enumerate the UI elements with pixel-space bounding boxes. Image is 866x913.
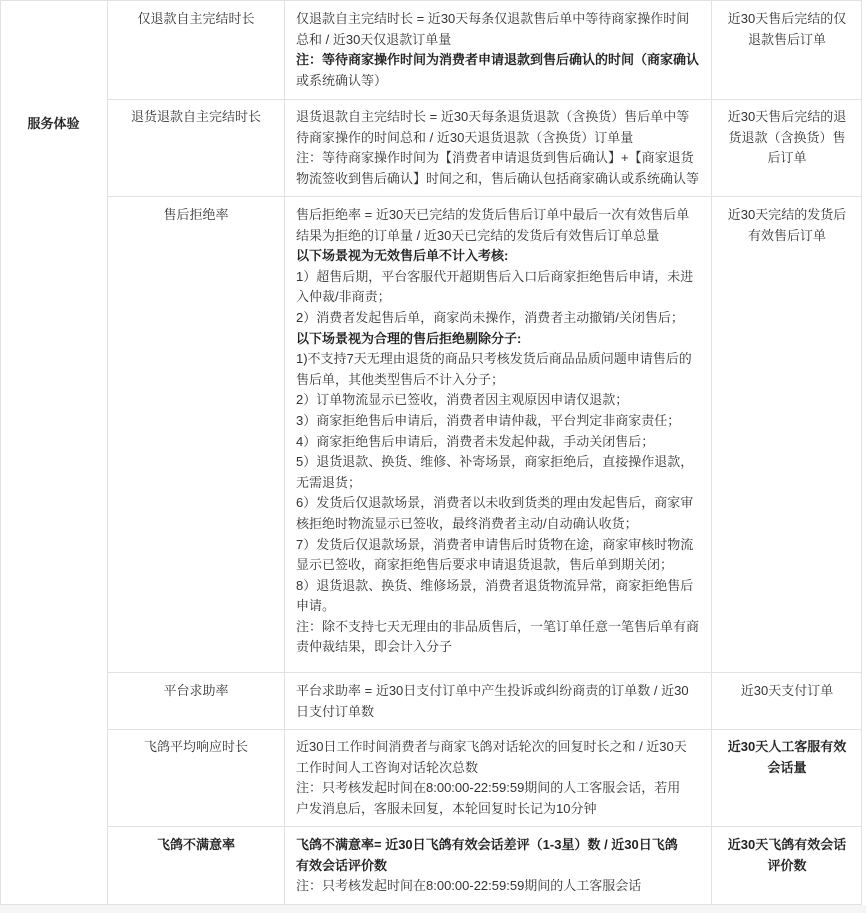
table-divider — [107, 196, 862, 197]
metric-name: 退货退款自主完结时长 — [130, 109, 261, 124]
metric-scope — [712, 9, 862, 50]
definition-line: 结果为拒绝的订单量 / 近30天已完结的发货后有效售后订单总量 — [296, 227, 660, 243]
definition-line: 7）发货后仅退款场景，消费者申请售后时货物在途，商家审核时物流 — [296, 536, 694, 552]
definition-line: 日支付订单数 — [296, 703, 375, 719]
definition-line: 注：只考核发起时间在8:00:00-22:59:59期间的人工客服会话 — [296, 878, 642, 894]
metric-definition — [296, 205, 708, 658]
scope-line: 会话量 — [767, 759, 807, 775]
definition-line: 1）超售后期，平台客服代开超期售后入口后商家拒绝售后申请，未进 — [296, 268, 694, 284]
definition-line: 3）商家拒绝售后申请后，消费者申请仲裁，平台判定非商家责任； — [296, 412, 681, 428]
definition-heading: 以下场景视为合理的售后拒绝剔除分子: — [296, 330, 522, 346]
table-divider — [107, 99, 862, 100]
definition-line: 6）发货后仅退款场景，消费者以未收到货类的理由发起售后，商家审 — [296, 495, 694, 511]
definition-line: 8）退货退款、换货、维修场景，消费者退货物流异常，商家拒绝售后 — [296, 577, 694, 593]
definition-line: 售后单，其他类型售后不计入分子； — [296, 371, 505, 387]
definition-line: 4）商家拒绝售后申请后，消费者未发起仲裁，手动关闭售后； — [296, 433, 655, 449]
category-cell: 服务体验 — [27, 116, 80, 131]
table-divider — [107, 826, 862, 827]
definition-line: 待商家操作的时间总和 / 近30天退货退款（含换货）订单量 — [296, 129, 634, 145]
definition-line: 仅退款自主完结时长 = 近30天每条仅退款售后单中等待商家操作时间 — [296, 11, 690, 26]
table-divider — [107, 729, 862, 730]
scope-line: 近30天飞鸽有效会话 — [727, 837, 847, 852]
definition-line: 飞鸽不满意率= 近30日飞鸽有效会话差评（1-3星）数 / 近30日飞鸽 — [296, 837, 678, 852]
metric-definition — [296, 9, 708, 91]
page-bottom-strip — [0, 905, 866, 913]
scope-line: 退款售后订单 — [747, 31, 826, 47]
scope-line: 有效售后订单 — [747, 227, 826, 243]
definition-line: 2）订单物流显示已签收，消费者因主观原因申请仅退款； — [296, 392, 629, 408]
metric-scope — [712, 205, 862, 246]
metric-scope — [712, 835, 862, 876]
metric-name: 仅退款自主完结时长 — [137, 11, 255, 26]
definition-line: 责仲裁结果，即会计入分子 — [296, 639, 453, 655]
scope-line: 近30天人工客服有效 — [727, 739, 847, 754]
metric-definition — [296, 107, 708, 189]
metric-name: 飞鸽不满意率 — [156, 837, 235, 852]
definition-line: 核拒绝时物流显示已签收，最终消费者主动/自动确认收货； — [296, 515, 638, 531]
definition-line: 近30日工作时间消费者与商家飞鸽对话轮次的回复时长之和 / 近30天 — [296, 739, 687, 754]
metric-scope — [712, 107, 862, 169]
definition-line: 无需退货； — [296, 474, 362, 490]
definition-line: 显示已签收，商家拒绝售后要求申请退货退款，售后单到期关闭； — [296, 557, 674, 573]
metric-scope — [712, 737, 862, 778]
definition-line: 入仲裁/非商责； — [296, 289, 391, 305]
scope-line: 近30天支付订单 — [740, 683, 834, 698]
metric-name: 平台求助率 — [163, 683, 229, 698]
definition-line: 1)不支持7天无理由退货的商品只考核发货后商品品质问题申请售后的 — [296, 351, 692, 367]
metric-name: 售后拒绝率 — [163, 207, 229, 222]
definition-line: 2）消费者发起售后单，商家尚未操作，消费者主动撤销/关闭售后； — [296, 309, 684, 325]
definition-line: 总和 / 近30天仅退款订单量 — [296, 31, 452, 47]
table-divider — [284, 0, 285, 905]
definition-line: 户发消息后，客服未回复，本轮回复时长记为10分钟 — [296, 800, 597, 816]
definition-line: 工作时间人工咨询对话轮次总数 — [296, 759, 479, 775]
metric-name: 飞鸽平均响应时长 — [143, 739, 248, 754]
scope-line: 近30天完结的发货后 — [727, 207, 847, 222]
scope-line: 近30天售后完结的退 — [727, 109, 847, 124]
table-divider — [107, 0, 108, 905]
definition-line: 有效会话评价数 — [296, 857, 388, 873]
scope-line: 后订单 — [767, 150, 807, 166]
definition-heading: 以下场景视为无效售后单不计入考核: — [296, 248, 509, 264]
definition-note: 注：等待商家操作时间为消费者申请退款到售后确认的时间（商家确认 — [296, 52, 700, 68]
metric-definition — [296, 681, 708, 722]
metric-scope — [712, 681, 862, 702]
definition-line: 注：只考核发起时间在8:00:00-22:59:59期间的人工客服会话，若用 — [296, 780, 681, 796]
scope-line: 近30天售后完结的仅 — [727, 11, 847, 26]
metric-definition — [296, 737, 708, 819]
definition-line: 或系统确认等） — [296, 72, 388, 88]
definition-line: 5）退货退款、换货、维修、补寄场景，商家拒绝后，直接操作退款， — [296, 454, 694, 470]
definition-line: 注：除不支持七天无理由的非品质售后，一笔订单任意一笔售后单有商 — [296, 618, 700, 634]
scope-line: 货退款（含换货）售 — [728, 129, 846, 145]
metric-definition — [296, 835, 708, 897]
definition-line: 注：等待商家操作时间为【消费者申请退货到售后确认】+【商家退货 — [296, 150, 694, 166]
scope-line: 评价数 — [767, 857, 807, 873]
definition-line: 售后拒绝率 = 近30天已完结的发货后售后订单中最后一次有效售后单 — [296, 207, 690, 222]
definition-line: 物流签收到售后确认】时间之和，售后确认包括商家确认或系统确认等 — [296, 170, 700, 186]
definition-line: 平台求助率 = 近30日支付订单中产生投诉或纠纷商责的订单数 / 近30 — [296, 683, 689, 698]
table-divider — [107, 672, 862, 673]
definition-line: 退货退款自主完结时长 = 近30天每条退货退款（含换货）售后单中等 — [296, 109, 690, 124]
definition-line: 申请。 — [296, 598, 336, 614]
